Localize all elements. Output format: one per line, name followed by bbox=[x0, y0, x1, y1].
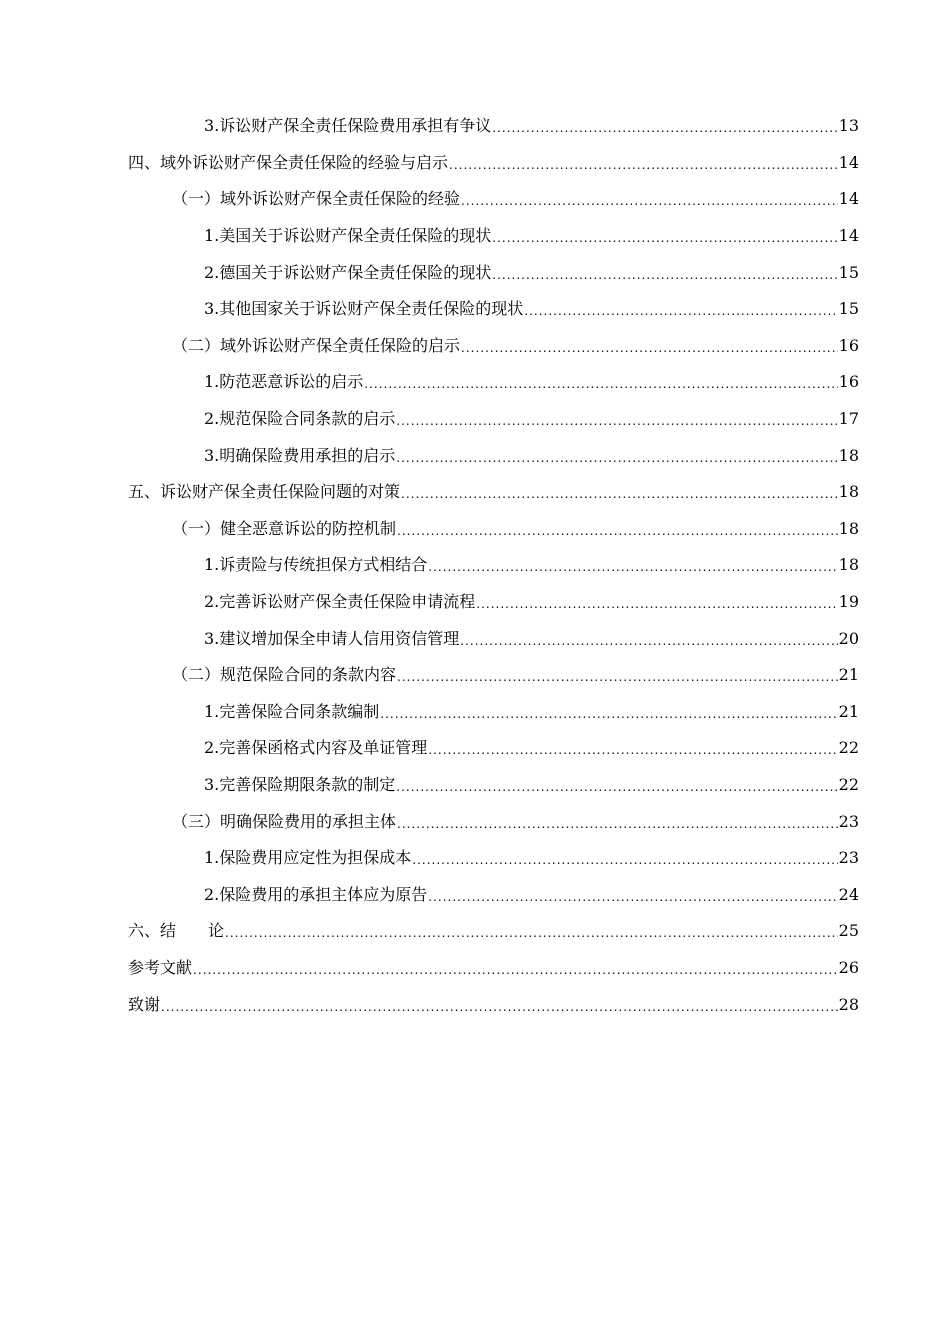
toc-leader-dots bbox=[161, 997, 838, 1017]
toc-entry-number: 1. bbox=[204, 226, 220, 246]
toc-entry-number: 3. bbox=[204, 116, 220, 136]
toc-entry-page-number: 17 bbox=[838, 409, 859, 429]
toc-entry[interactable] bbox=[0, 547, 950, 584]
toc-entry[interactable] bbox=[0, 657, 950, 694]
toc-entry-number: 3. bbox=[204, 628, 220, 648]
toc-entry-page-number: 22 bbox=[838, 738, 859, 758]
toc-entry-page-number: 14 bbox=[838, 152, 859, 172]
toc-entry-page-number: 22 bbox=[838, 774, 859, 794]
table-of-contents bbox=[0, 108, 950, 1023]
toc-entry-title: 德国关于诉讼财产保全责任保险的现状 bbox=[219, 262, 492, 282]
toc-entry-number: （二） bbox=[172, 665, 221, 685]
toc-entry-number: 五、 bbox=[128, 482, 161, 502]
toc-entry[interactable] bbox=[0, 291, 950, 328]
toc-entry-title: 致谢 bbox=[128, 994, 161, 1014]
toc-entry-number: （二） bbox=[172, 335, 221, 355]
toc-entry-number: 3. bbox=[204, 445, 220, 465]
toc-entry-title: 参考文献 bbox=[128, 957, 193, 977]
toc-entry[interactable] bbox=[0, 620, 950, 657]
toc-entry-number: （一） bbox=[172, 518, 221, 538]
toc-entry-page-number: 16 bbox=[838, 372, 859, 392]
toc-leader-dots bbox=[492, 118, 837, 138]
toc-entry-title: 健全恶意诉讼的防控机制 bbox=[220, 518, 397, 538]
toc-entry-page-number: 14 bbox=[838, 189, 859, 209]
toc-entry-page-number: 14 bbox=[838, 226, 859, 246]
toc-entry-title: 域外诉讼财产保全责任保险的经验 bbox=[220, 189, 461, 209]
toc-entry-number: 2. bbox=[204, 409, 220, 429]
toc-entry-title: 规范保险合同条款的启示 bbox=[219, 409, 396, 429]
toc-entry[interactable] bbox=[0, 511, 950, 548]
toc-entry-title: 诉责险与传统担保方式相结合 bbox=[219, 555, 428, 575]
toc-entry-number: 1. bbox=[204, 701, 220, 721]
toc-leader-dots bbox=[476, 594, 837, 614]
toc-leader-dots bbox=[396, 448, 837, 468]
toc-leader-dots bbox=[396, 777, 837, 797]
toc-entry[interactable] bbox=[0, 876, 950, 913]
toc-entry[interactable] bbox=[0, 767, 950, 804]
toc-leader-dots bbox=[428, 557, 837, 577]
toc-leader-dots bbox=[397, 667, 838, 687]
toc-entry[interactable] bbox=[0, 181, 950, 218]
toc-entry-number: 六、 bbox=[128, 921, 161, 941]
toc-entry-title: 完善保险合同条款编制 bbox=[219, 701, 380, 721]
toc-entry-page-number: 20 bbox=[838, 628, 859, 648]
toc-entry[interactable] bbox=[0, 474, 950, 511]
toc-leader-dots bbox=[396, 411, 837, 431]
toc-entry-title: 明确保险费用承担的启示 bbox=[219, 445, 396, 465]
toc-entry-number: 3. bbox=[204, 774, 220, 794]
toc-entry-page-number: 28 bbox=[838, 994, 859, 1014]
toc-leader-dots bbox=[380, 704, 837, 724]
toc-entry[interactable] bbox=[0, 145, 950, 182]
toc-entry-page-number: 16 bbox=[838, 335, 859, 355]
toc-entry-title: 建议增加保全申请人信用资信管理 bbox=[219, 628, 460, 648]
toc-entry-number: 1. bbox=[204, 372, 220, 392]
toc-entry-number: 2. bbox=[204, 738, 220, 758]
toc-entry[interactable] bbox=[0, 950, 950, 987]
toc-entry-page-number: 21 bbox=[838, 665, 859, 685]
toc-leader-dots bbox=[492, 265, 837, 285]
toc-entry[interactable] bbox=[0, 364, 950, 401]
toc-entry-number: 1. bbox=[204, 848, 220, 868]
toc-entry-title: 其他国家关于诉讼财产保全责任保险的现状 bbox=[219, 299, 524, 319]
toc-entry-page-number: 24 bbox=[838, 884, 859, 904]
toc-leader-dots bbox=[401, 484, 838, 504]
toc-entry-title: 明确保险费用的承担主体 bbox=[220, 811, 397, 831]
toc-entry-number: 2. bbox=[204, 592, 220, 612]
toc-entry-title: 完善诉讼财产保全责任保险申请流程 bbox=[219, 592, 476, 612]
toc-leader-dots bbox=[397, 814, 838, 834]
toc-entry-title: 域外诉讼财产保全责任保险的经验与启示 bbox=[160, 152, 449, 172]
toc-entry-number: （一） bbox=[172, 189, 221, 209]
toc-entry-page-number: 25 bbox=[838, 921, 859, 941]
toc-entry-page-number: 13 bbox=[838, 116, 859, 136]
toc-leader-dots bbox=[524, 301, 837, 321]
toc-entry-title: 诉讼财产保全责任保险问题的对策 bbox=[160, 482, 401, 502]
toc-entry-number: （三） bbox=[172, 811, 221, 831]
toc-entry[interactable] bbox=[0, 401, 950, 438]
toc-entry[interactable] bbox=[0, 986, 950, 1023]
toc-entry-title: 完善保险期限条款的制定 bbox=[219, 774, 396, 794]
toc-entry-title: 诉讼财产保全责任保险费用承担有争议 bbox=[219, 116, 492, 136]
toc-leader-dots bbox=[364, 374, 837, 394]
toc-entry-title: 防范恶意诉讼的启示 bbox=[219, 372, 364, 392]
toc-entry-number: 2. bbox=[204, 884, 220, 904]
toc-entry[interactable] bbox=[0, 694, 950, 731]
toc-entry-page-number: 15 bbox=[838, 262, 859, 282]
toc-leader-dots bbox=[461, 338, 838, 358]
toc-entry[interactable] bbox=[0, 840, 950, 877]
toc-entry-page-number: 18 bbox=[838, 555, 859, 575]
toc-entry[interactable] bbox=[0, 254, 950, 291]
toc-entry-title: 保险费用的承担主体应为原告 bbox=[219, 884, 428, 904]
toc-entry[interactable] bbox=[0, 913, 950, 950]
toc-leader-dots bbox=[428, 740, 837, 760]
toc-entry-number: 1. bbox=[204, 555, 220, 575]
toc-entry-page-number: 18 bbox=[838, 445, 859, 465]
toc-leader-dots bbox=[461, 191, 838, 211]
toc-entry[interactable] bbox=[0, 328, 950, 365]
toc-entry[interactable] bbox=[0, 803, 950, 840]
toc-entry-page-number: 18 bbox=[838, 518, 859, 538]
toc-leader-dots bbox=[225, 923, 838, 943]
toc-entry-page-number: 23 bbox=[838, 848, 859, 868]
toc-entry-number: 3. bbox=[204, 299, 220, 319]
toc-leader-dots bbox=[412, 850, 837, 870]
toc-leader-dots bbox=[460, 631, 837, 651]
toc-entry[interactable] bbox=[0, 437, 950, 474]
toc-entry[interactable] bbox=[0, 108, 950, 145]
toc-entry-page-number: 15 bbox=[838, 299, 859, 319]
toc-leader-dots bbox=[397, 521, 838, 541]
toc-entry-page-number: 23 bbox=[838, 811, 859, 831]
toc-entry[interactable] bbox=[0, 218, 950, 255]
toc-leader-dots bbox=[449, 155, 838, 175]
toc-entry-number: 四、 bbox=[128, 152, 161, 172]
toc-entry[interactable] bbox=[0, 730, 950, 767]
toc-leader-dots bbox=[428, 887, 837, 907]
toc-entry[interactable] bbox=[0, 584, 950, 621]
toc-entry-title: 美国关于诉讼财产保全责任保险的现状 bbox=[219, 226, 492, 246]
toc-leader-dots bbox=[193, 960, 838, 980]
toc-entry-page-number: 26 bbox=[838, 957, 859, 977]
toc-entry-title: 结 论 bbox=[160, 921, 225, 941]
toc-entry-page-number: 18 bbox=[838, 482, 859, 502]
toc-entry-number: 2. bbox=[204, 262, 220, 282]
toc-entry-title: 保险费用应定性为担保成本 bbox=[219, 848, 412, 868]
toc-entry-title: 域外诉讼财产保全责任保险的启示 bbox=[220, 335, 461, 355]
toc-entry-page-number: 19 bbox=[838, 592, 859, 612]
toc-entry-title: 规范保险合同的条款内容 bbox=[220, 665, 397, 685]
toc-entry-title: 完善保函格式内容及单证管理 bbox=[219, 738, 428, 758]
toc-leader-dots bbox=[492, 228, 837, 248]
toc-entry-page-number: 21 bbox=[838, 701, 859, 721]
